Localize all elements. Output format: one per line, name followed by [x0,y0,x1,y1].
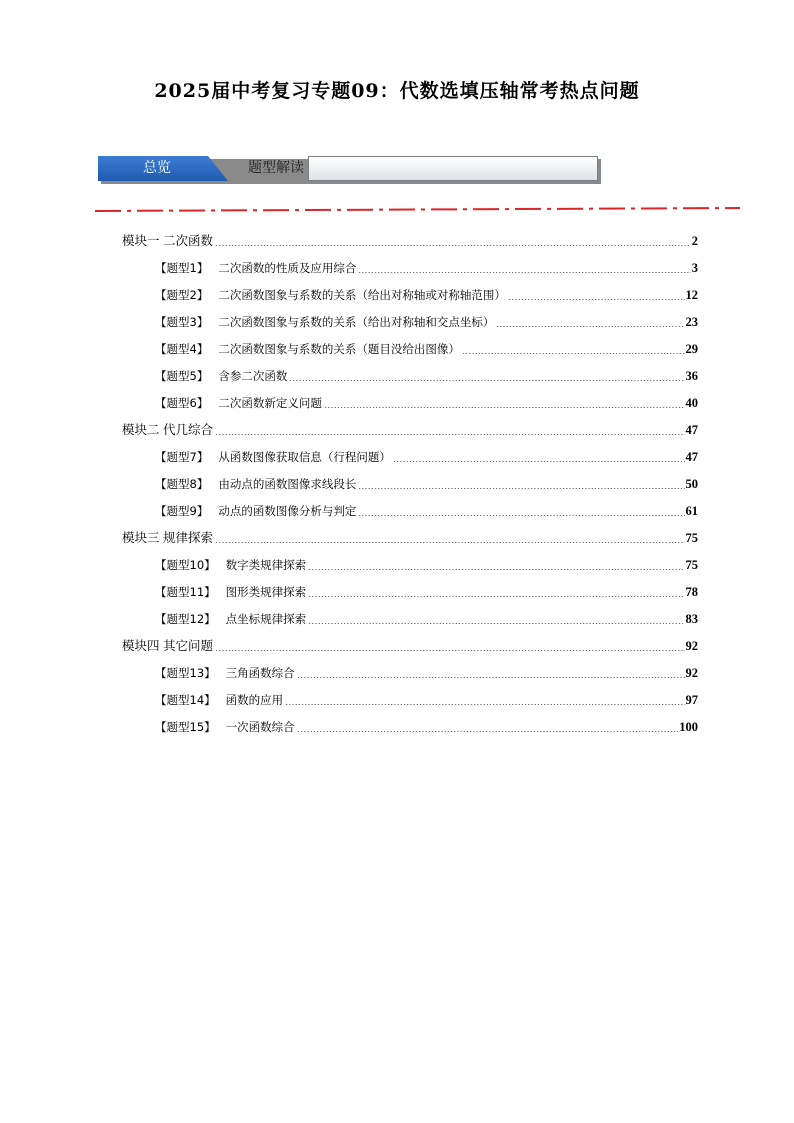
toc-item-tag: 【题型1】 [155,261,209,275]
toc-item-row[interactable] [122,472,698,491]
toc-item-row[interactable] [122,553,698,572]
toc-page-number: 40 [685,396,698,410]
toc-item-row[interactable] [122,337,698,356]
toc-module-row[interactable] [122,418,698,437]
toc-leader-dots [297,668,685,678]
toc-item-tag: 【题型3】 [155,315,209,329]
toc-module-row[interactable] [122,634,698,653]
toc-item-text: 三角函数综合 [225,666,295,680]
toc-item-row[interactable] [122,391,698,410]
toc-leader-dots [308,614,684,624]
toc-leader-dots [393,452,685,462]
toc-module-label: 模块二 代几综合 [122,423,213,437]
toc-page-number: 23 [685,315,698,329]
section-banner [98,156,600,184]
table-of-contents [122,229,698,742]
toc-item-text: 图形类规律探索 [225,585,307,599]
toc-leader-dots [297,722,679,732]
red-dash-divider [95,207,740,213]
toc-page-number: 2 [691,234,698,248]
toc-page-number: 97 [685,693,698,707]
toc-leader-dots [308,560,684,570]
toc-leader-dots [358,479,684,489]
toc-item-row[interactable] [122,364,698,383]
toc-item-text: 二次函数图象与系数的关系（给出对称轴或对称轴范围） [218,288,506,302]
toc-item-row[interactable] [122,283,698,302]
toc-module-row[interactable] [122,229,698,248]
banner-right-tab [308,156,598,181]
toc-item-tag: 【题型6】 [155,396,209,410]
toc-item-text: 数字类规律探索 [225,558,307,572]
toc-page-number: 92 [685,639,698,653]
toc-item-text: 含参二次函数 [218,369,288,383]
toc-item-text: 一次函数综合 [225,720,295,734]
toc-item-tag: 【题型7】 [155,450,209,464]
toc-leader-dots [285,695,684,705]
toc-page-number: 29 [685,342,698,356]
document-title: 2025届中考复习专题09：代数选填压轴常考热点问题 [154,80,640,102]
toc-item-text: 二次函数新定义问题 [218,396,322,410]
toc-item-tag: 【题型10】 [155,558,216,572]
toc-item-row[interactable] [122,499,698,518]
toc-page-number: 75 [685,531,698,545]
toc-leader-dots [496,317,684,327]
toc-item-text: 从函数图像获取信息（行程问题） [218,450,391,464]
toc-leader-dots [358,263,690,273]
banner-right-label: 题型解读 [248,160,304,176]
toc-item-tag: 【题型13】 [155,666,216,680]
toc-page-number: 78 [685,585,698,599]
toc-leader-dots [289,371,684,381]
toc-leader-dots [358,506,684,516]
toc-item-tag: 【题型12】 [155,612,216,626]
toc-module-row[interactable] [122,526,698,545]
toc-page-number: 61 [685,504,698,518]
toc-page-number: 47 [685,423,698,437]
toc-item-tag: 【题型11】 [155,585,216,599]
toc-leader-dots [215,533,685,543]
toc-leader-dots [215,236,691,246]
toc-page-number: 12 [685,288,698,302]
toc-leader-dots [308,587,684,597]
toc-item-text: 二次函数的性质及应用综合 [218,261,357,275]
toc-item-text: 动点的函数图像分析与判定 [218,504,357,518]
toc-item-tag: 【题型2】 [155,288,209,302]
toc-page-number: 83 [685,612,698,626]
toc-leader-dots [508,290,685,300]
toc-item-tag: 【题型8】 [155,477,209,491]
toc-leader-dots [215,641,685,651]
toc-leader-dots [215,425,685,435]
toc-item-tag: 【题型15】 [155,720,216,734]
toc-item-tag: 【题型5】 [155,369,209,383]
toc-module-label: 模块三 规律探索 [122,531,213,545]
toc-page-number: 75 [685,558,698,572]
toc-item-text: 点坐标规律探索 [225,612,307,626]
toc-module-label: 模块一 二次函数 [122,234,213,248]
toc-item-tag: 【题型14】 [155,693,216,707]
toc-page-number: 36 [685,369,698,383]
toc-leader-dots [462,344,685,354]
toc-page-number: 100 [679,720,698,734]
toc-item-row[interactable] [122,715,698,734]
toc-page-number: 47 [685,450,698,464]
toc-item-row[interactable] [122,607,698,626]
toc-module-label: 模块四 其它问题 [122,639,213,653]
banner-left-label: 总览 [143,160,171,176]
toc-item-text: 函数的应用 [225,693,284,707]
toc-item-tag: 【题型9】 [155,504,209,518]
toc-item-row[interactable] [122,256,698,275]
toc-item-row[interactable] [122,661,698,680]
toc-page-number: 3 [691,261,698,275]
toc-item-row[interactable] [122,445,698,464]
toc-item-text: 由动点的函数图像求线段长 [218,477,357,491]
toc-item-row[interactable] [122,580,698,599]
toc-item-tag: 【题型4】 [155,342,209,356]
toc-item-row[interactable] [122,310,698,329]
toc-page-number: 92 [685,666,698,680]
toc-leader-dots [324,398,685,408]
toc-item-text: 二次函数图象与系数的关系（题目没给出图像） [218,342,460,356]
toc-item-row[interactable] [122,688,698,707]
toc-page-number: 50 [685,477,698,491]
toc-item-text: 二次函数图象与系数的关系（给出对称轴和交点坐标） [218,315,495,329]
